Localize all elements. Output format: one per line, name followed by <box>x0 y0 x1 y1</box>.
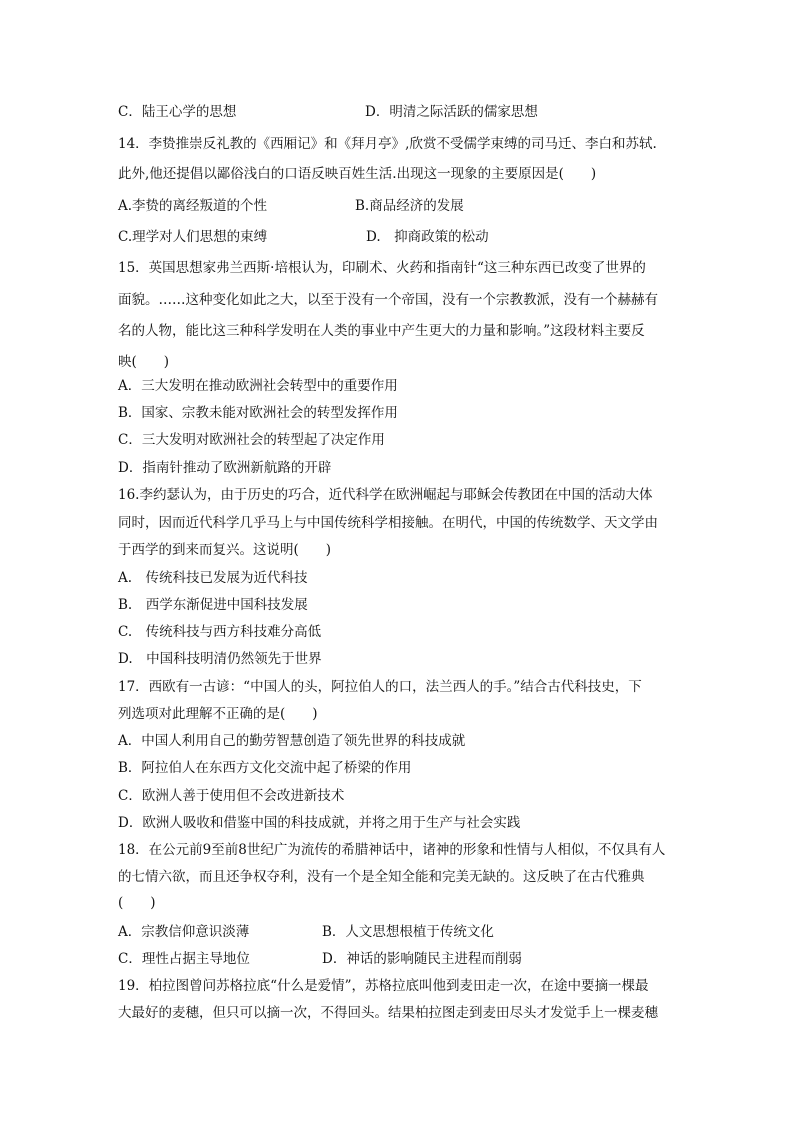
q16-stem-line: 16.李约瑟认为，由于历史的巧合，近代科学在欧洲崛起与耶稣会传教团在中国的活动大体 <box>118 487 653 503</box>
q16-option-a: A. 传统科技已发展为近代科技 <box>118 570 308 586</box>
q15-stem-line: 15．英国思想家弗兰西斯·培根认为，印刷术、火药和指南针“这三种东西已改变了世界的 <box>118 260 646 276</box>
q16-option-d: D. 中国科技明清仍然领先于世界 <box>118 651 322 667</box>
q15-option-d: D．指南针推动了欧洲新航路的开辟 <box>118 460 332 476</box>
q15-stem-line: 映( ) <box>118 354 170 370</box>
q14-option-b: B.商品经济的发展 <box>355 198 464 214</box>
q14-option-a: A.李贽的离经叛道的个性 <box>118 198 268 214</box>
q13-option-c: C．陆王心学的思想 <box>118 104 237 120</box>
q16-option-b: B. 西学东渐促进中国科技发展 <box>118 597 308 613</box>
q19-stem-line: 19．柏拉图曾问苏格拉底“什么是爱情”，苏格拉底叫他到麦田走一次，在途中要摘一棵最 <box>118 978 649 994</box>
q18-stem-line: ( ) <box>118 895 156 911</box>
q14-stem-line: 14．李贽推崇反礼教的《西厢记》和《拜月亭》,欣赏不受儒学束缚的司马迁、李白和苏轼. <box>118 136 657 152</box>
q16-stem-line: 于西学的到来而复兴。这说明( ) <box>118 542 332 558</box>
q15-stem-line: 名的人物，能比这三种科学发明在人类的事业中产生更大的力量和影响。”这段材料主要反 <box>118 323 645 339</box>
q17-option-c: C．欧洲人善于使用但不会改进新技术 <box>118 788 345 804</box>
q17-option-b: B．阿拉伯人在东西方文化交流中起了桥梁的作用 <box>118 760 412 776</box>
q19-stem-line: 大最好的麦穗，但只可以摘一次，不得回头。结果柏拉图走到麦田尽头才发觉手上一棵麦穗 <box>118 1005 658 1021</box>
q16-option-c: C. 传统科技与西方科技难分高低 <box>118 624 322 640</box>
q14-option-d: D. 抑商政策的松动 <box>366 229 489 245</box>
q15-option-c: C．三大发明对欧洲社会的转型起了决定作用 <box>118 432 385 448</box>
q18-stem-line: 18．在公元前9至前8世纪广为流传的希腊神话中，诸神的形象和性情与人相似，不仅具有人 <box>118 842 666 858</box>
q15-stem-line: 面貌。……这种变化如此之大，以至于没有一个帝国，没有一个宗教教派，没有一个赫赫有 <box>118 292 658 308</box>
q13-option-d: D．明清之际活跃的儒家思想 <box>365 104 538 120</box>
q15-option-b: B．国家、宗教未能对欧洲社会的转型发挥作用 <box>118 405 398 421</box>
q18-stem-line: 的七情六欲，而且还争权夺利，没有一个是全知全能和完美无缺的。这反映了在古代雅典 <box>118 869 645 885</box>
q14-stem-line: 此外,他还提倡以鄙俗浅白的口语反映百姓生活.出现这一现象的主要原因是( ) <box>118 166 597 182</box>
q18-option-b: B．人文思想根植于传统文化 <box>322 924 494 940</box>
q18-option-c: C．理性占据主导地位 <box>118 951 250 967</box>
q18-option-a: A．宗教信仰意识淡薄 <box>118 924 250 940</box>
q18-option-d: D．神话的影响随民主进程而削弱 <box>322 951 522 967</box>
q17-option-d: D．欧洲人吸收和借鉴中国的科技成就，并将之用于生产与社会实践 <box>118 815 521 831</box>
q16-stem-line: 同时，因而近代科学几乎马上与中国传统科学相接触。在明代，中国的传统数学、天文学由 <box>118 515 658 531</box>
q17-stem-line: 17．西欧有一古谚：“中国人的头，阿拉伯人的口，法兰西人的手。”结合古代科技史，下 <box>118 679 642 695</box>
q14-option-c: C.理学对人们思想的束缚 <box>118 229 268 245</box>
q15-option-a: A．三大发明在推动欧洲社会转型中的重要作用 <box>118 378 398 394</box>
q17-stem-line: 列选项对此理解不正确的是( ) <box>118 706 318 722</box>
q17-option-a: A．中国人利用自己的勤劳智慧创造了领先世界的科技成就 <box>118 733 466 749</box>
